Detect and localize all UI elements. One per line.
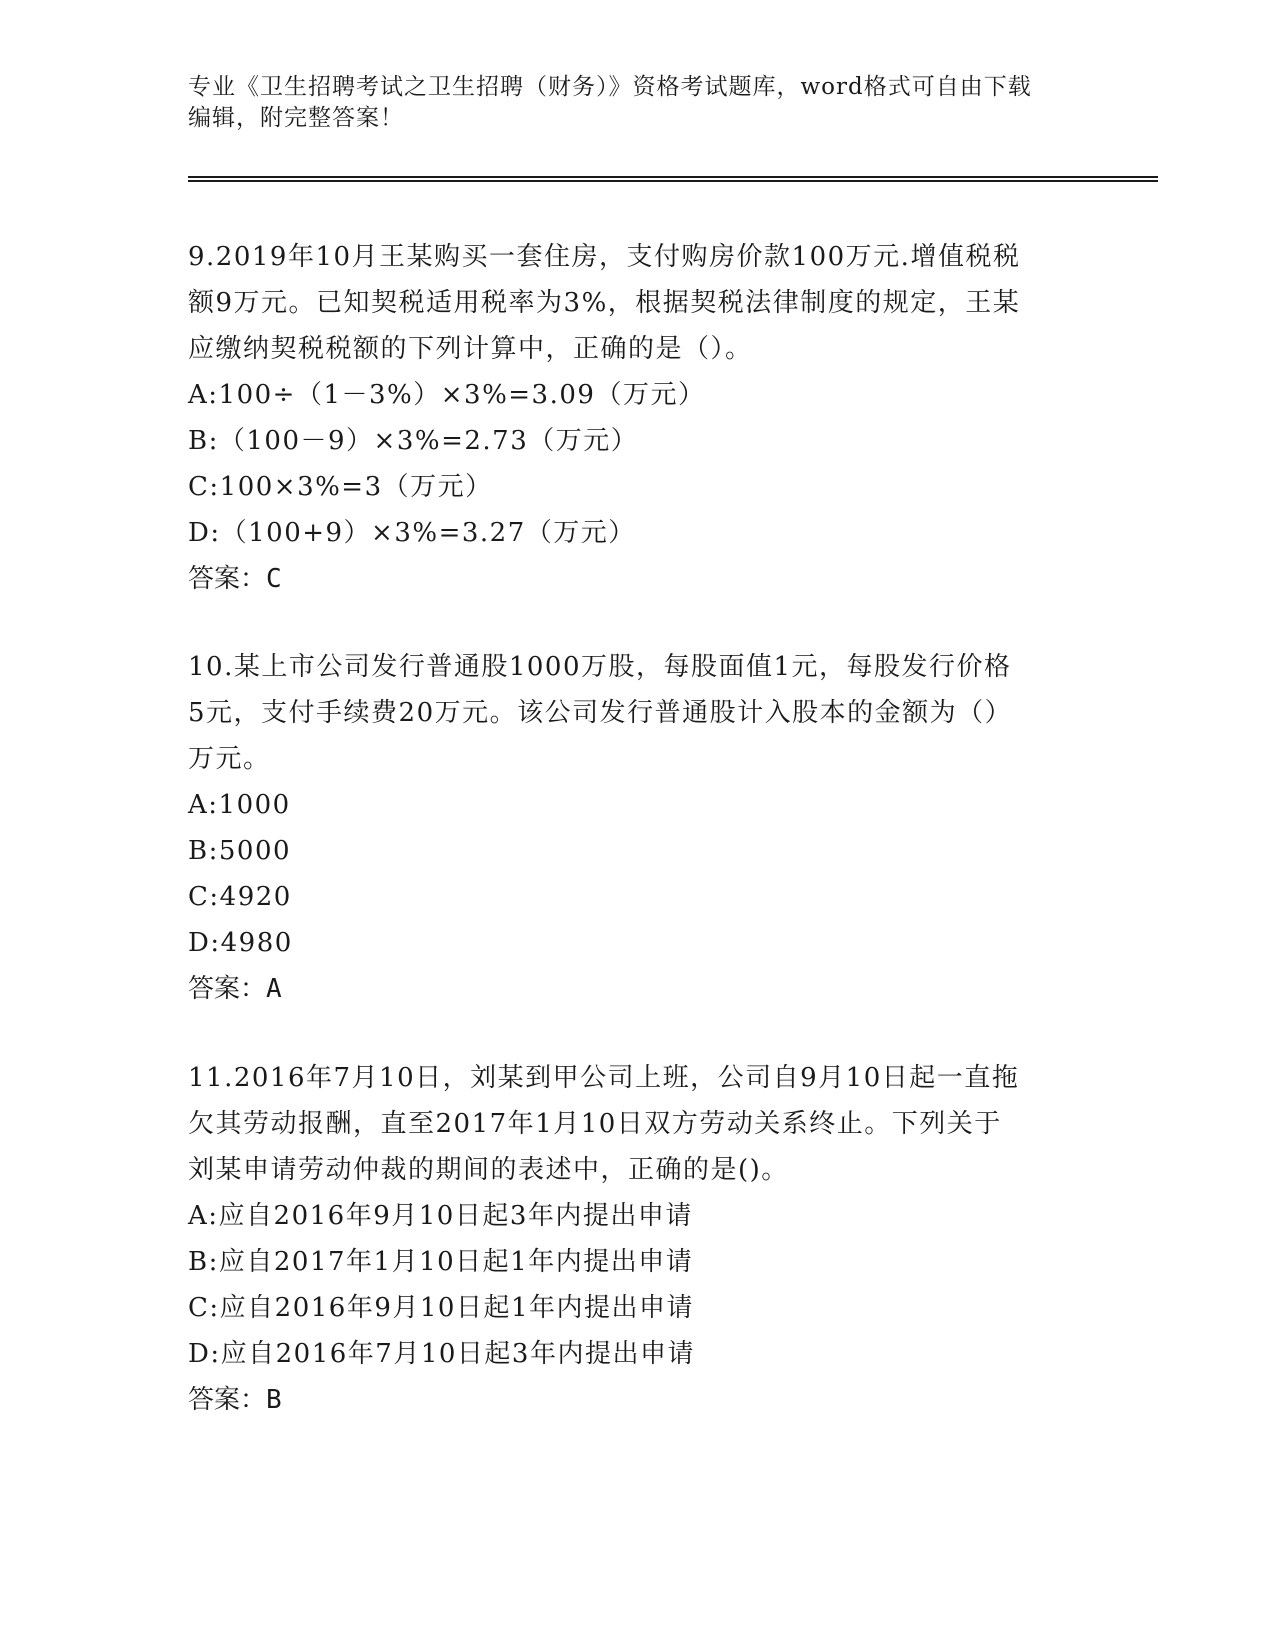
stem-line: 万元。	[188, 744, 271, 774]
option-b: B:（100－9）×3%=2.73（万元）	[188, 426, 639, 456]
option-c: C:应自2016年9月10日起1年内提出申请	[188, 1293, 694, 1323]
question-stem	[188, 644, 1088, 782]
option-d: D:（100+9）×3%=3.27（万元）	[188, 518, 636, 548]
option-a: A:100÷（1－3%）×3%=3.09（万元）	[188, 380, 706, 410]
stem-line: 10.某上市公司发行普通股1000万股，每股面值1元，每股发行价格	[188, 652, 1012, 682]
option-b: B:5000	[188, 836, 292, 866]
question-stem	[188, 1055, 1088, 1193]
question-11	[188, 1055, 1088, 1423]
question-stem	[188, 234, 1088, 372]
question-9	[188, 234, 1088, 602]
stem-line: 11.2016年7月10日，刘某到甲公司上班，公司自9月10日起一直拖	[188, 1063, 1020, 1093]
stem-line: 5元，支付手续费20万元。该公司发行普通股计入股本的金额为（）	[188, 698, 1013, 728]
header-divider	[188, 176, 1158, 182]
header-line: 编辑，附完整答案！	[188, 105, 404, 131]
option-c: C:100×3%=3（万元）	[188, 472, 493, 502]
stem-line: 欠其劳动报酬，直至2017年1月10日双方劳动关系终止。下列关于	[188, 1109, 1002, 1139]
option-a: A:应自2016年9月10日起3年内提出申请	[188, 1201, 693, 1231]
option-d: D:4980	[188, 928, 293, 958]
answer: 答案：A	[188, 974, 282, 1004]
option-b: B:应自2017年1月10日起1年内提出申请	[188, 1247, 694, 1277]
header-line: 专业《卫生招聘考试之卫生招聘（财务）》资格考试题库，word格式可自由下载	[188, 74, 1032, 100]
option-a: A:1000	[188, 790, 291, 820]
stem-line: 应缴纳契税税额的下列计算中，正确的是（）。	[188, 334, 753, 364]
stem-line: 9.2019年10月王某购买一套住房，支付购房价款100万元.增值税税	[188, 242, 1021, 272]
option-d: D:应自2016年7月10日起3年内提出申请	[188, 1339, 695, 1369]
question-10	[188, 644, 1088, 1012]
answer: 答案：C	[188, 564, 282, 594]
stem-line: 额9万元。已知契税适用税率为3%，根据契税法律制度的规定，王某	[188, 288, 1021, 318]
stem-line: 刘某申请劳动仲裁的期间的表述中，正确的是()。	[188, 1155, 789, 1185]
document-header	[188, 72, 1088, 134]
answer: 答案：B	[188, 1385, 282, 1415]
option-c: C:4920	[188, 882, 292, 912]
